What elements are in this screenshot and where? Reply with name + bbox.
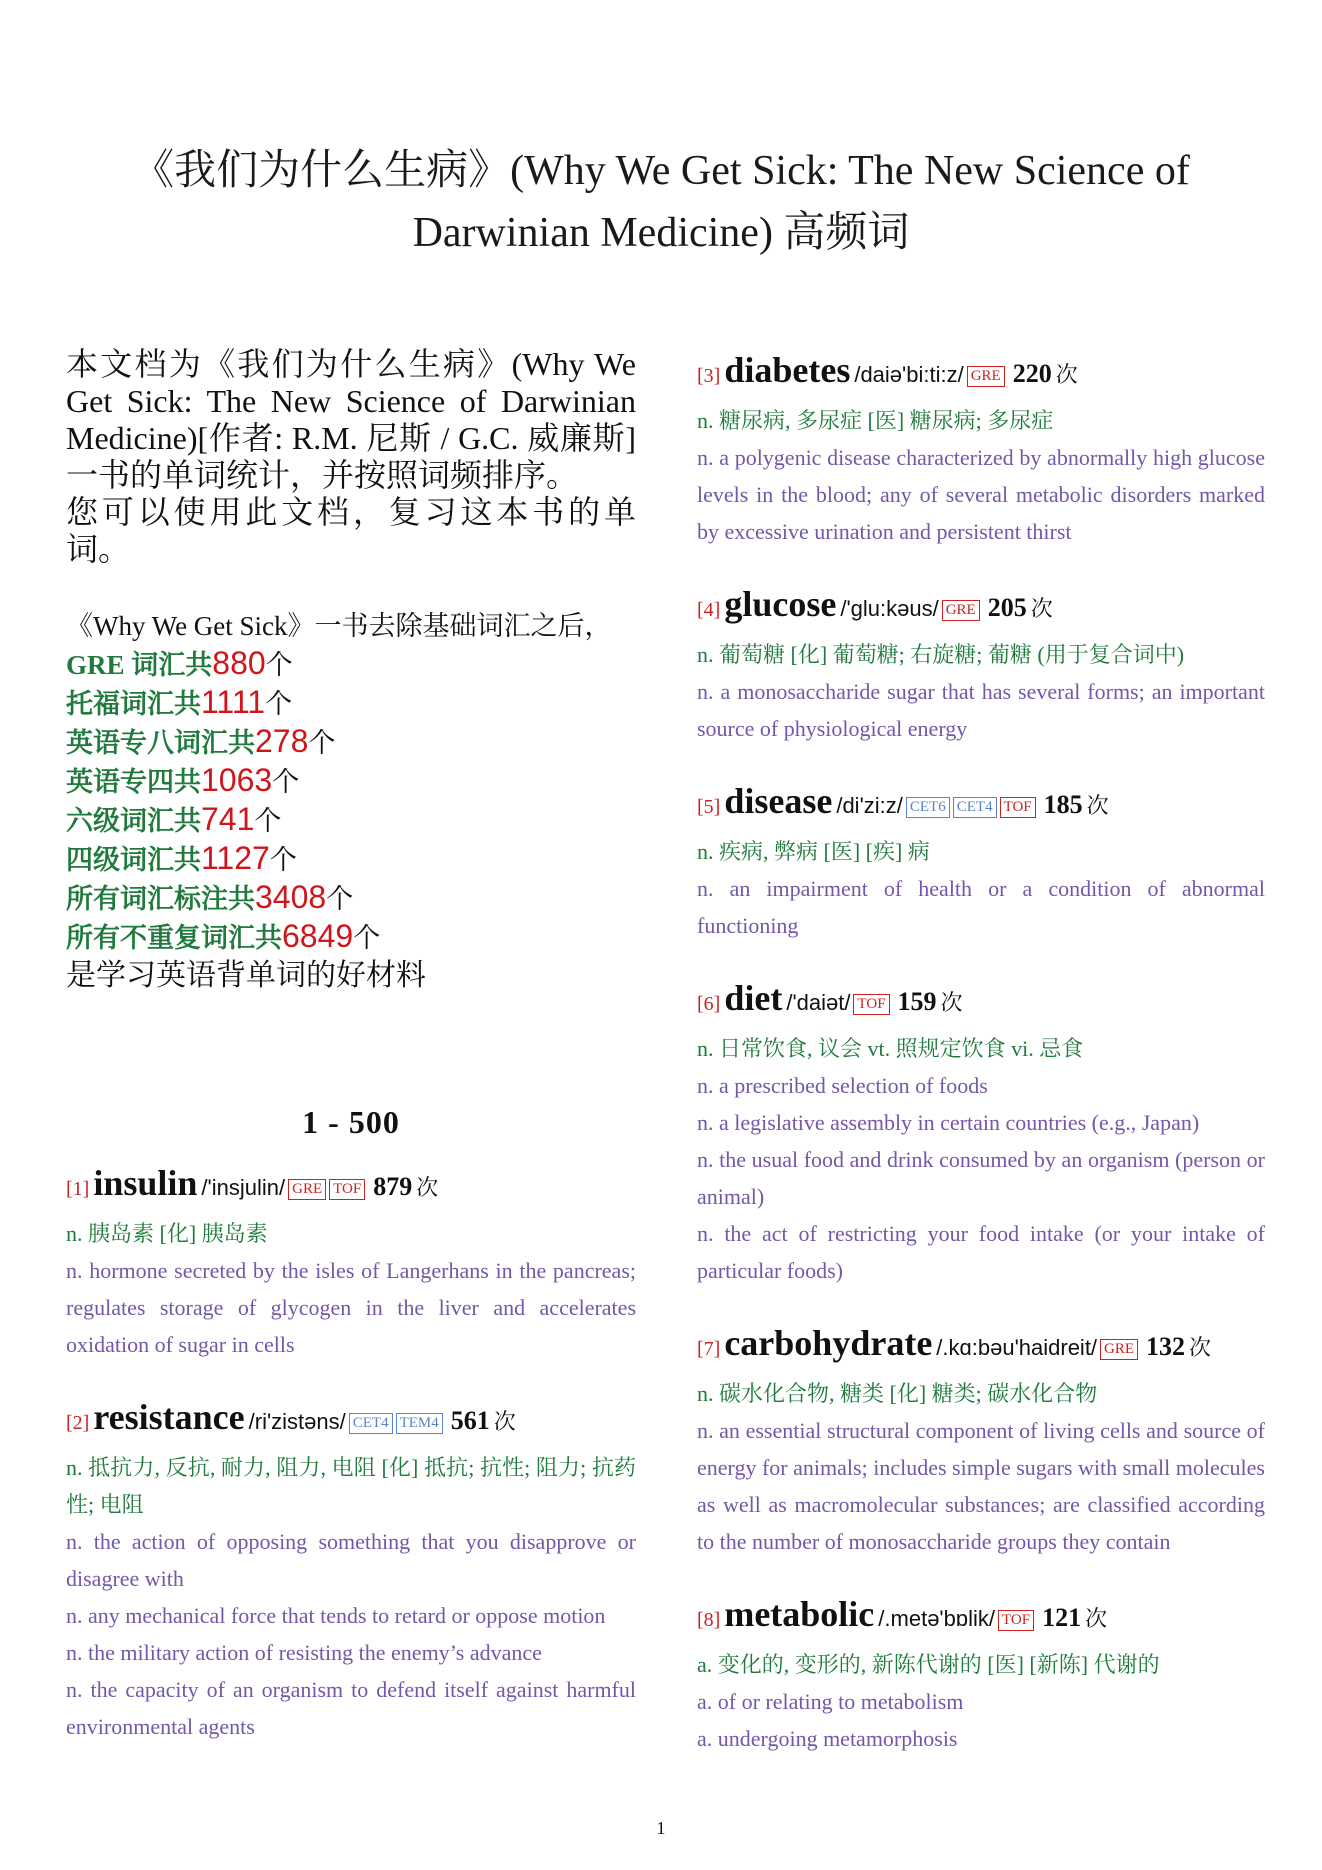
entry-header <box>697 1319 1265 1375</box>
entry-frequency: 121 <box>1042 1603 1082 1632</box>
entry-phonetic: /'insjulin/ <box>201 1175 286 1200</box>
entry-english-definition: n. a legislative assembly in certain countries (e.g., Japan) <box>697 1110 1200 1135</box>
stat-count: 278 <box>255 723 309 759</box>
stat-gong: 共 <box>174 806 201 836</box>
stat-count: 1127 <box>201 840 270 876</box>
entry-phonetic: /.kɑ:bəu'haidreit/ <box>936 1335 1098 1360</box>
word-entry <box>697 974 1265 1289</box>
entry-english-definition: n. hormone secreted by the isles of Langerhans in the pancreas; regulates storage of glycogen in the liver and accelerates oxidation of sugar in cells <box>66 1258 636 1357</box>
intro-paragraph-2: 您可以使用此文档，复习这本书的单词。 <box>66 494 636 567</box>
stat-unit: 个 <box>254 806 282 836</box>
entry-header <box>66 1393 636 1449</box>
entry-frequency: 205 <box>987 593 1027 622</box>
exam-tag-badge: GRE <box>1100 1339 1138 1360</box>
entry-index: [7] <box>697 1338 721 1360</box>
stat-unit: 个 <box>265 689 293 719</box>
stat-gong: 共 <box>228 728 255 758</box>
entry-headword: resistance <box>93 1397 245 1437</box>
entry-chinese-definition: a. 变化的, 变形的, 新陈代谢的 [医] [新陈] 代谢的 <box>697 1652 1160 1677</box>
entry-frequency-unit: 次 <box>416 1175 439 1200</box>
exam-tag-badge: CET4 <box>349 1413 393 1434</box>
stat-label: GRE 词汇 <box>66 650 186 680</box>
entry-english-definition: n. an essential structural component of living cells and source of energy for animals; includes simple sugars with small molecules as well as macromolecular substances; are classified according to the number of monosaccharide groups they contain <box>697 1418 1265 1554</box>
entry-index: [5] <box>697 796 721 818</box>
entry-english-definition: n. the action of opposing something that you disapprove or disagree with <box>66 1529 636 1591</box>
exam-tag-badge: TOF <box>1000 797 1036 818</box>
stat-label: 四级词汇 <box>66 845 174 875</box>
entry-headword: disease <box>724 781 833 821</box>
page-number: 1 <box>656 1818 666 1838</box>
stat-row <box>66 879 636 918</box>
entry-english-definition: n. the military action of resisting the enemy’s advance <box>66 1640 542 1665</box>
entry-english-definition: n. a monosaccharide sugar that has several forms; an important source of physiological energy <box>697 679 1265 741</box>
entry-header <box>697 974 1265 1030</box>
stat-unit: 个 <box>265 650 293 680</box>
stat-unit: 个 <box>272 767 300 797</box>
entry-header <box>697 1590 1265 1646</box>
exam-tag-badge: TOF <box>329 1179 365 1200</box>
entry-headword: diet <box>724 978 783 1018</box>
entry-phonetic: /.metə'bɒlik/ <box>878 1606 995 1631</box>
entry-headword: metabolic <box>724 1594 875 1634</box>
right-column <box>697 346 1265 1787</box>
stat-row <box>66 762 636 801</box>
stat-label: 英语专八词汇 <box>66 728 228 758</box>
entry-headword: diabetes <box>724 350 851 390</box>
entry-english-definition: n. the usual food and drink consumed by an organism (person or animal) <box>697 1147 1265 1209</box>
entry-header <box>66 1159 636 1215</box>
entry-frequency-unit: 次 <box>1086 793 1109 818</box>
entry-frequency-unit: 次 <box>1189 1335 1212 1360</box>
entry-index: [6] <box>697 993 721 1015</box>
entry-frequency: 220 <box>1012 359 1052 388</box>
entry-frequency-unit: 次 <box>1030 596 1053 621</box>
stat-unit: 个 <box>326 884 354 914</box>
title-line-2: Darwinian Medicine) 高频词 <box>412 210 910 256</box>
entry-headword: insulin <box>93 1163 198 1203</box>
stat-row <box>66 801 636 840</box>
entry-english-definition: n. the capacity of an organism to defend itself against harmful environmental agents <box>66 1677 636 1739</box>
entry-english-definition: a. of or relating to metabolism <box>697 1689 964 1714</box>
stat-count: 3408 <box>255 879 327 915</box>
word-entry <box>66 1393 636 1745</box>
entry-frequency: 185 <box>1043 790 1083 819</box>
left-column <box>66 346 636 1775</box>
entry-english-definition: n. a prescribed selection of foods <box>697 1073 988 1098</box>
stats-block <box>66 608 636 994</box>
word-entry <box>66 1159 636 1363</box>
stat-row <box>66 645 636 684</box>
entry-chinese-definition: n. 糖尿病, 多尿症 [医] 糖尿病; 多尿症 <box>697 408 1054 433</box>
stat-row <box>66 918 636 957</box>
stat-count: 1063 <box>201 762 273 798</box>
entry-index: [3] <box>697 365 721 387</box>
entry-chinese-definition: n. 碳水化合物, 糖类 [化] 糖类; 碳水化合物 <box>697 1381 1098 1406</box>
entry-english-definition: n. an impairment of health or a condition of abnormal functioning <box>697 876 1265 938</box>
entry-frequency-unit: 次 <box>1055 362 1078 387</box>
entry-headword: carbohydrate <box>724 1323 933 1363</box>
range-heading: 1 - 500 <box>302 1104 400 1140</box>
entry-list-right <box>697 346 1265 1757</box>
entry-index: [1] <box>66 1178 90 1200</box>
entry-index: [2] <box>66 1412 90 1434</box>
stat-label: 托福词汇 <box>66 689 174 719</box>
entry-chinese-definition: n. 疾病, 弊病 [医] [疾] 病 <box>697 839 930 864</box>
exam-tag-badge: CET4 <box>953 797 997 818</box>
intro-paragraph-1: 本文档为《我们为什么生病》(Why We Get Sick: The New Science of Darwinian Medicine)[作者: R.M. 尼斯 / G.C. 威廉斯] 一书的单词统计，并按照词频排序。 <box>66 346 636 493</box>
entry-header <box>697 346 1265 402</box>
stat-gong: 共 <box>185 650 213 680</box>
word-entry <box>697 580 1265 747</box>
entry-list-left <box>66 1159 636 1745</box>
entry-phonetic: /'daiət/ <box>786 990 851 1015</box>
stat-unit: 个 <box>269 845 297 875</box>
stat-count: 880 <box>212 645 266 681</box>
stat-label: 所有不重复词汇 <box>66 923 255 953</box>
entry-frequency: 561 <box>450 1406 490 1435</box>
document-title <box>100 140 1222 264</box>
stat-label: 英语专四 <box>66 767 174 797</box>
entry-phonetic: /ri'zistəns/ <box>248 1409 346 1434</box>
stat-row <box>66 723 636 762</box>
stat-gong: 共 <box>228 884 255 914</box>
stat-label: 六级词汇 <box>66 806 174 836</box>
entry-header <box>697 580 1265 636</box>
stats-lead: 《Why We Get Sick》一书去除基础词汇之后， <box>66 611 612 641</box>
exam-tag-badge: GRE <box>967 366 1005 387</box>
stats-footer: 是学习英语背单词的好材料 <box>66 959 426 992</box>
entry-frequency-unit: 次 <box>1085 1606 1108 1631</box>
exam-tag-badge: GRE <box>942 600 980 621</box>
stat-count: 6849 <box>282 918 354 954</box>
stat-gong: 共 <box>255 923 282 953</box>
stat-gong: 共 <box>174 845 201 875</box>
intro-block <box>66 346 636 568</box>
entry-frequency: 159 <box>897 987 937 1016</box>
title-line-1: 《我们为什么生病》(Why We Get Sick: The New Science of <box>132 148 1190 194</box>
entry-index: [4] <box>697 599 721 621</box>
exam-tag-badge: TOF <box>853 994 889 1015</box>
stat-unit: 个 <box>353 923 381 953</box>
entry-english-definition: n. any mechanical force that tends to retard or oppose motion <box>66 1603 606 1628</box>
stat-gong: 共 <box>174 767 201 797</box>
entry-chinese-definition: n. 葡萄糖 [化] 葡萄糖; 右旋糖; 葡糖 (用于复合词中) <box>697 642 1185 667</box>
entry-english-definition: n. the act of restricting your food intake (or your intake of particular foods) <box>697 1221 1265 1283</box>
entry-frequency: 879 <box>373 1172 413 1201</box>
entry-phonetic: /'glu:kəus/ <box>840 596 939 621</box>
exam-tag-badge: CET6 <box>906 797 950 818</box>
entry-header <box>697 777 1265 833</box>
stat-gong: 共 <box>174 689 201 719</box>
exam-tag-badge: GRE <box>288 1179 326 1200</box>
entry-phonetic: /di'zi:z/ <box>836 793 903 818</box>
word-entry <box>697 1590 1265 1757</box>
stat-unit: 个 <box>308 728 336 758</box>
entry-english-definition: n. a polygenic disease characterized by abnormally high glucose levels in the blood; any of several metabolic disorders marked by excessive urination and persistent thirst <box>697 445 1265 544</box>
stat-row <box>66 684 636 723</box>
word-entry <box>697 1319 1265 1560</box>
entry-headword: glucose <box>724 584 837 624</box>
stat-count: 741 <box>201 801 255 837</box>
entry-index: [8] <box>697 1609 721 1631</box>
entry-phonetic: /daiə'bi:ti:z/ <box>854 362 964 387</box>
stat-count: 1111 <box>201 684 266 720</box>
entry-frequency: 132 <box>1146 1332 1186 1361</box>
stat-label: 所有词汇标注 <box>66 884 228 914</box>
stat-row <box>66 840 636 879</box>
stats-list <box>66 645 636 957</box>
exam-tag-badge: TEM4 <box>396 1413 443 1434</box>
word-entry <box>697 346 1265 550</box>
entry-frequency-unit: 次 <box>493 1409 516 1434</box>
word-entry <box>697 777 1265 944</box>
exam-tag-badge: TOF <box>998 1610 1034 1631</box>
entry-chinese-definition: n. 胰岛素 [化] 胰岛素 <box>66 1221 268 1246</box>
entry-chinese-definition: n. 抵抗力, 反抗, 耐力, 阻力, 电阻 [化] 抵抗; 抗性; 阻力; 抗药性; 电阻 <box>66 1455 636 1517</box>
entry-frequency-unit: 次 <box>940 990 963 1015</box>
entry-chinese-definition: n. 日常饮食, 议会 vt. 照规定饮食 vi. 忌食 <box>697 1036 1084 1061</box>
entry-english-definition: a. undergoing metamorphosis <box>697 1726 958 1751</box>
